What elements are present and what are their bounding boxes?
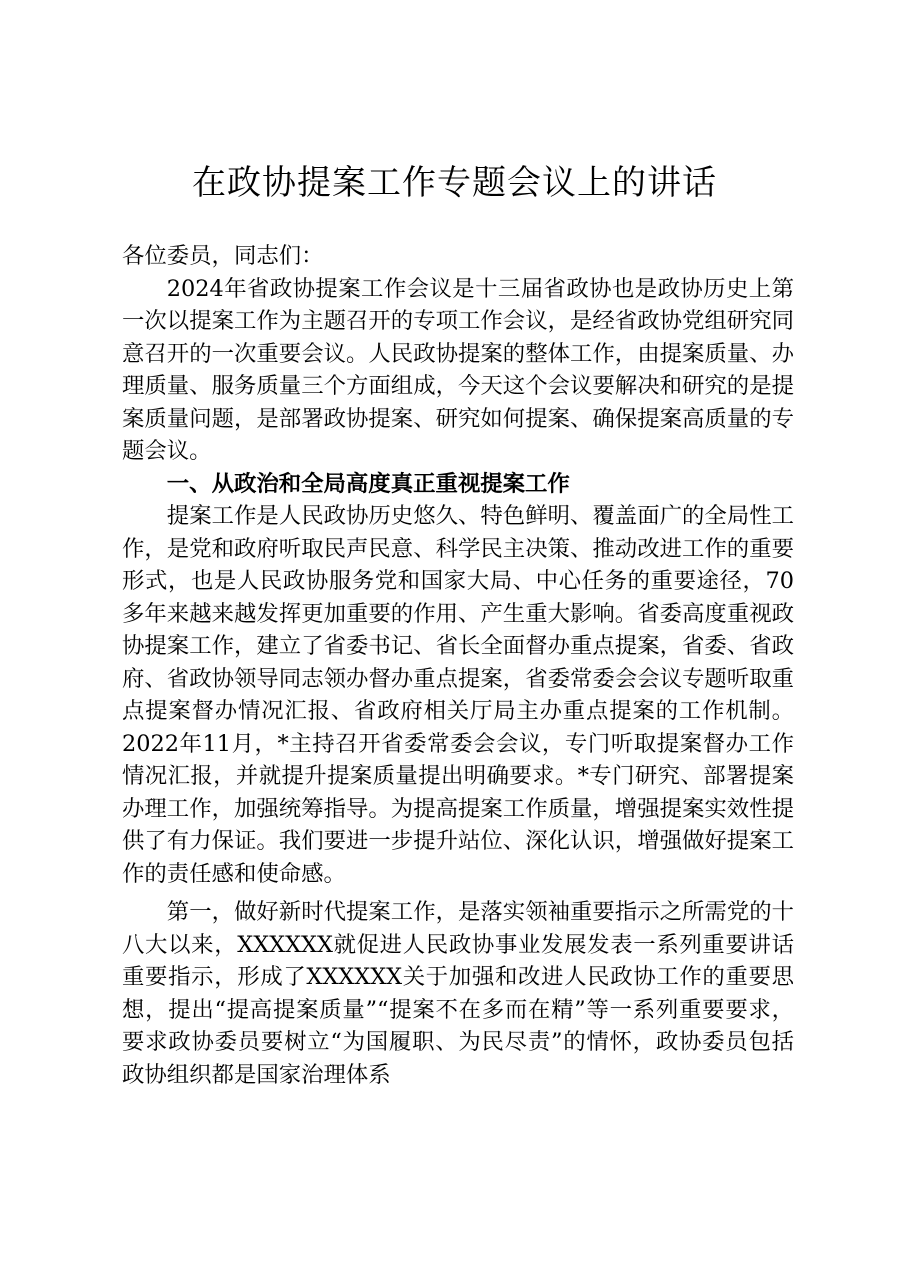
paragraph-intro: 2024年省政协提案工作会议是十三届省政协也是政协历史上第一次以提案工作为主题召开的专项工作会议，是经省政协党组研究同意召开的一次重要会议。人民政协提案的整体工作，由提案质量、办理质量、服务质量三个方面组成，今天这个会议要解决和研究的是提案质量问题，是部署政协提案、研究如何提案、确保提案高质量的专题会议。 <box>122 275 794 464</box>
document-body <box>122 240 794 1091</box>
document-title: 在政协提案工作专题会议上的讲话 <box>192 163 717 203</box>
paragraph-section-one: 提案工作是人民政协历史悠久、特色鲜明、覆盖面广的全局性工作，是党和政府听取民声民意、科学民主决策、推动改进工作的重要形式，也是人民政协服务党和国家大局、中心任务的重要途径，70多年来越来越发挥更加重要的作用、产生重大影响。省委高度重视政协提案工作，建立了省委书记、省长全面督办重点提案，省委、省政府、省政协领导同志领办督办重点提案，省委常委会会议专题听取重点提案督办情况汇报、省政府相关厅局主办重点提案的工作机制。2022年11月，*主持召开省委常委会会议，专门听取提案督办工作情况汇报，并就提升提案质量提出明确要求。*专门研究、部署提案办理工作，加强统筹指导。为提高提案工作质量，增强提案实效性提供了有力保证。我们要进一步提升站位、深化认识，增强做好提案工作的责任感和使命感。 <box>122 503 794 887</box>
paragraph-first-point: 第一，做好新时代提案工作，是落实领袖重要指示之所需党的十八大以来，XXXXXX就促进人民政协事业发展发表一系列重要讲话重要指示，形成了XXXXXX关于加强和改进人民政协工作的重要思想，提出“提高提案质量”“提案不在多而在精”等一系列重要要求，要求政协委员要树立“为国履职、为民尽责”的情怀，政协委员包括政协组织都是国家治理体系 <box>122 899 794 1088</box>
salutation: 各位委员，同志们： <box>122 243 324 269</box>
section-heading: 一、从政治和全局高度真正重视提案工作 <box>166 470 570 497</box>
